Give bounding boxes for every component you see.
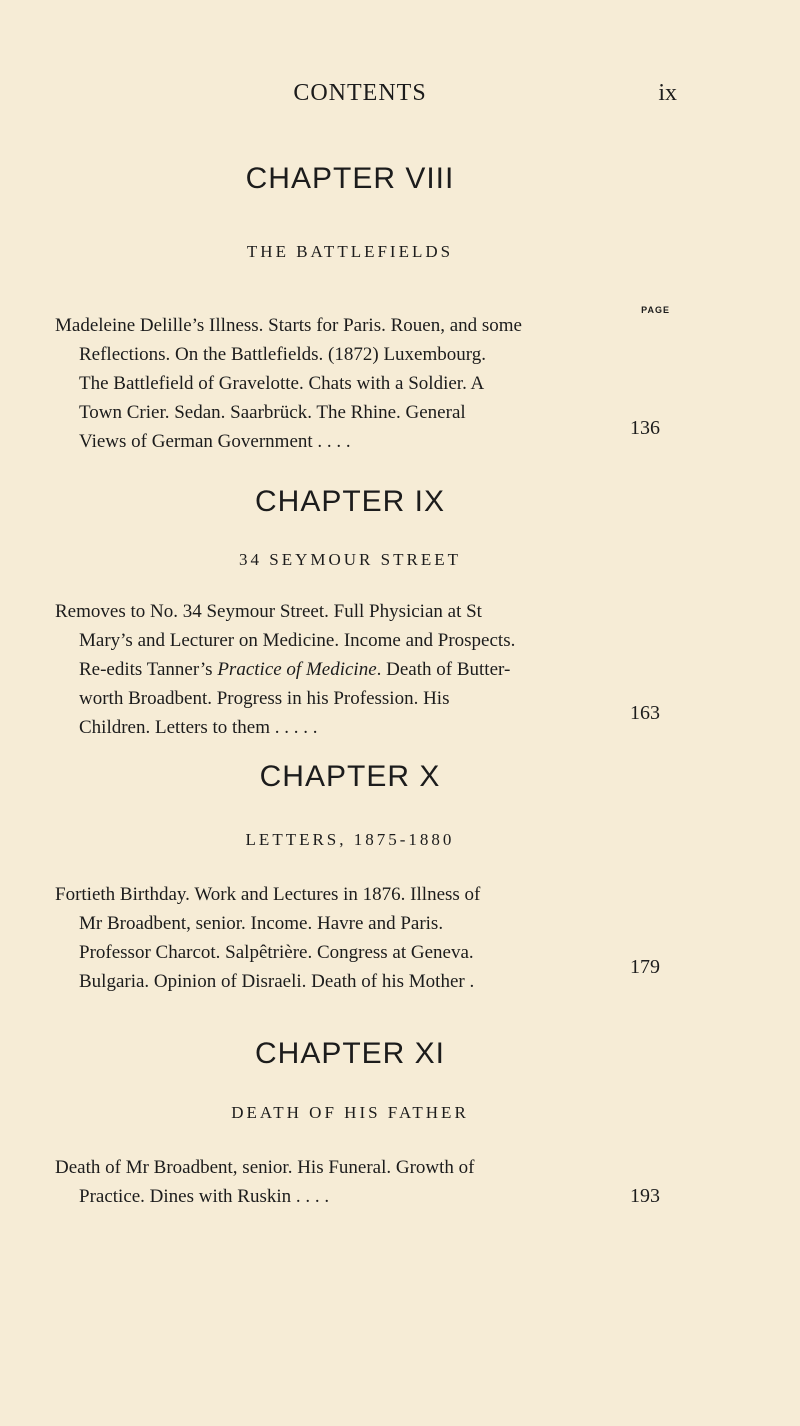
- chapter-page-number: 136: [630, 417, 660, 439]
- chapter-summary: [55, 311, 615, 456]
- book-title: Practice of Medicine: [217, 659, 377, 680]
- summary-line: Mary’s and Lecturer on Medicine. Income and Prospects.: [79, 630, 516, 651]
- chapter-subtitle: THE BATTLEFIELDS: [246, 242, 454, 261]
- summary-line: Professor Charcot. Salpêtrière. Congress at Geneva.: [79, 942, 474, 963]
- chapter-page-number: 193: [630, 1185, 660, 1207]
- summary-line: Mr Broadbent, senior. Income. Havre and Paris.: [79, 913, 444, 934]
- chapter-subtitle: DEATH OF HIS FATHER: [231, 1103, 469, 1122]
- chapter-heading: CHAPTER XI: [254, 1037, 446, 1070]
- summary-line: Death of Mr Broadbent, senior. His Funeral. Growth of: [55, 1157, 475, 1178]
- chapter-page-number: 179: [630, 956, 660, 978]
- summary-line: Views of German Government . . . .: [79, 431, 351, 452]
- summary-line: Reflections. On the Battlefields. (1872) Luxembourg.: [79, 344, 487, 365]
- chapter-page-number: 163: [630, 702, 660, 724]
- summary-line: Town Crier. Sedan. Saarbrück. The Rhine. General: [79, 402, 466, 423]
- running-head: [0, 80, 800, 110]
- summary-line: Removes to No. 34 Seymour Street. Full Physician at St: [55, 601, 482, 622]
- page-title: CONTENTS: [293, 80, 427, 106]
- summary-line: Children. Letters to them . . . . .: [79, 717, 318, 738]
- folio: ix: [658, 80, 677, 106]
- summary-line: Fortieth Birthday. Work and Lectures in 1876. Illness of: [55, 884, 481, 905]
- summary-line: [55, 655, 615, 684]
- summary-text: Re-edits Tanner’s: [79, 659, 213, 680]
- chapter-summary: [55, 1153, 615, 1211]
- chapter-subtitle: 34 SEYMOUR STREET: [239, 550, 461, 569]
- chapter-heading: CHAPTER VIII: [245, 162, 455, 195]
- chapter-summary: [55, 597, 615, 742]
- chapter-summary: [55, 880, 615, 996]
- summary-text: . Death of Butter-: [376, 659, 511, 680]
- summary-line: The Battlefield of Gravelotte. Chats with a Soldier. A: [79, 373, 485, 394]
- chapter-heading: CHAPTER X: [259, 760, 441, 793]
- summary-line: Practice. Dines with Ruskin . . . .: [79, 1186, 330, 1207]
- summary-line: worth Broadbent. Progress in his Profession. His: [79, 688, 450, 709]
- summary-line: Bulgaria. Opinion of Disraeli. Death of his Mother .: [79, 971, 475, 992]
- chapter-heading: CHAPTER IX: [254, 485, 446, 518]
- summary-line: Madeleine Delille’s Illness. Starts for Paris. Rouen, and some: [55, 315, 522, 336]
- page-column-label: PAGE: [641, 305, 670, 315]
- chapter-subtitle: LETTERS, 1875-1880: [245, 830, 455, 849]
